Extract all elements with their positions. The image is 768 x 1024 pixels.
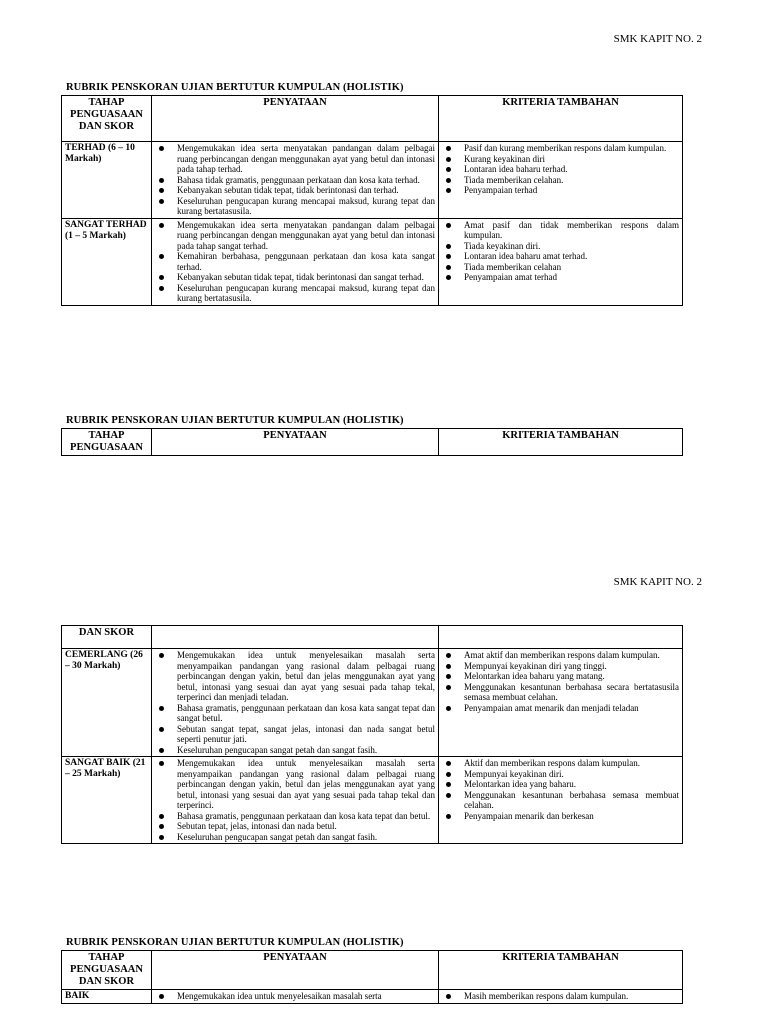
list-item: Kebanyakan sebutan tidak tepat, tidak berintonasi dan sangat terhad. xyxy=(155,272,435,283)
list-item: Kurang keyakinan diri xyxy=(442,154,679,165)
header-penyataan: PENYATAAN xyxy=(152,96,439,142)
kriteria-cell xyxy=(439,142,683,219)
page-header-school-2: SMK KAPIT NO. 2 xyxy=(613,576,702,588)
list-item: Melontarkan idea yang baharu. xyxy=(442,779,679,790)
kriteria-cell xyxy=(439,990,683,1004)
level-cell xyxy=(62,142,152,219)
kriteria-cell xyxy=(439,649,683,757)
list-item: Bahasa tidak gramatis, penggunaan perkataan dan kosa kata terhad. xyxy=(155,175,435,186)
penyataan-cell xyxy=(152,142,439,219)
kriteria-cell xyxy=(439,218,683,305)
list-item: Tiada memberikan celahan. xyxy=(442,175,679,186)
level-cell xyxy=(62,218,152,305)
level-baik: BAIK xyxy=(65,991,90,1001)
header-tahap: TAHAP PENGUASAAN xyxy=(62,429,152,456)
rubric-title-3: RUBRIK PENSKORAN UJIAN BERTUTUR KUMPULAN (HOLISTIK) xyxy=(66,937,404,948)
list-item: Sebutan tepat, jelas, intonasi dan nada betul. xyxy=(155,821,435,832)
penyataan-cell xyxy=(152,649,439,757)
penyataan-cell xyxy=(152,990,439,1004)
list-item: Penyampaian terhad xyxy=(442,185,679,196)
list-item: Masih memberikan respons dalam kumpulan. xyxy=(442,991,679,1002)
level-sangat-baik: SANGAT BAIK (21 – 25 Markah) xyxy=(65,758,146,779)
header-tahap: TAHAP PENGUASAAN DAN SKOR xyxy=(62,951,152,990)
header-penyataan: PENYATAAN xyxy=(152,429,439,456)
list-item: Penyampaian amat terhad xyxy=(442,272,679,283)
list-item: Keseluruhan pengucapan kurang mencapai maksud, kurang tepat dan kurang bertatasusila. xyxy=(155,283,435,304)
list-item: Mengemukakan idea serta menyatakan pandangan dalam pelbagai ruang perbincangan dengan menggunakan ayat yang betul dan intonasi pada tahap terhad. xyxy=(155,143,435,175)
list-item: Mengemukakan idea untuk menyelesaikan masalah serta menyampaikan pandangan yang rasional dalam pelbagai ruang perbincangan dengan yakin, betul dan jelas menggunakan ayat yang betul, intonasi yang sesuai dan ayat yang sesuai pada tahap tekal, terperinci dan menjadi teladan. xyxy=(155,650,435,703)
rubric-title: RUBRIK PENSKORAN UJIAN BERTUTUR KUMPULAN (HOLISTIK) xyxy=(66,82,404,93)
list-item: Tiada keyakinan diri. xyxy=(442,241,679,252)
list-item: Mempunyai keyakinan diri. xyxy=(442,769,679,780)
list-item: Pasif dan kurang memberikan respons dalam kumpulan. xyxy=(442,143,679,154)
header-penyataan: PENYATAAN xyxy=(152,951,439,990)
list-item: Kebanyakan sebutan tidak tepat, tidak berintonasi dan terhad. xyxy=(155,185,435,196)
list-item: Penyampaian menarik dan berkesan xyxy=(442,811,679,822)
list-item: Penyampaian amat menarik dan menjadi teladan xyxy=(442,703,679,714)
level-terhad: TERHAD (6 – 10 Markah) xyxy=(65,143,135,164)
rubric-table-3 xyxy=(61,625,683,844)
rubric-title-2: RUBRIK PENSKORAN UJIAN BERTUTUR KUMPULAN (HOLISTIK) xyxy=(66,415,404,426)
penyataan-cell xyxy=(152,218,439,305)
list-item: Tiada memberikan celahan xyxy=(442,262,679,273)
header-kriteria: KRITERIA TAMBAHAN xyxy=(439,951,683,990)
list-item: Amat aktif dan memberikan respons dalam kumpulan. xyxy=(442,650,679,661)
list-item: Keseluruhan pengucapan sangat petah dan sangat fasih. xyxy=(155,745,435,756)
header-tahap-continued: DAN SKOR xyxy=(62,626,152,649)
list-item: Kemahiran berbahasa, penggunaan perkataan dan kosa kata sangat terhad. xyxy=(155,251,435,272)
header-tahap: TAHAP PENGUASAAN DAN SKOR xyxy=(62,96,152,142)
list-item: Mengemukakan idea untuk menyelesaikan masalah serta menyampaikan pandangan yang rasional dalam pelbagai ruang perbincangan dengan yakin, betul dan jelas menggunakan ayat yang betul, intonasi yang sesuai dan ayat yang sesuai pada tahap tekal dan terperinci. xyxy=(155,758,435,811)
penyataan-cell xyxy=(152,757,439,844)
rubric-table-1 xyxy=(61,95,683,306)
list-item: Sebutan sangat tepat, sangat jelas, intonasi dan nada sangat betul seperti penutur jati. xyxy=(155,724,435,745)
list-item: Mempunyai keyakinan diri yang tinggi. xyxy=(442,661,679,672)
list-item: Aktif dan memberikan respons dalam kumpulan. xyxy=(442,758,679,769)
level-cell xyxy=(62,757,152,844)
header-penyataan-empty xyxy=(152,626,439,649)
list-item: Bahasa gramatis, penggunaan perkataan dan kosa kata tepat dan betul. xyxy=(155,811,435,822)
rubric-table-2 xyxy=(61,428,683,456)
page-header-school: SMK KAPIT NO. 2 xyxy=(613,33,702,45)
level-cemerlang: CEMERLANG (26 – 30 Markah) xyxy=(65,650,143,671)
list-item: Lontaran idea baharu amat terhad. xyxy=(442,251,679,262)
list-item: Menggunakan kesantunan berbahasa semasa membuat celahan. xyxy=(442,790,679,811)
list-item: Mengemukakan idea untuk menyelesaikan masalah serta xyxy=(155,991,435,1002)
level-cell xyxy=(62,649,152,757)
header-kriteria-empty xyxy=(439,626,683,649)
list-item: Mengemukakan idea serta menyatakan pandangan dalam pelbagai ruang perbincangan dengan menggunakan ayat yang betul dan intonasi pada tahap sangat terhad. xyxy=(155,220,435,252)
list-item: Menggunakan kesantunan berbahasa secara bertatasusila semasa membuat celahan. xyxy=(442,682,679,703)
list-item: Lontaran idea baharu terhad. xyxy=(442,164,679,175)
list-item: Bahasa gramatis, penggunaan perkataan dan kosa kata sangat tepat dan sangat betul. xyxy=(155,703,435,724)
list-item: Melontarkan idea baharu yang matang. xyxy=(442,671,679,682)
list-item: Amat pasif dan tidak memberikan respons dalam kumpulan. xyxy=(442,220,679,241)
header-kriteria: KRITERIA TAMBAHAN xyxy=(439,96,683,142)
kriteria-cell xyxy=(439,757,683,844)
rubric-table-4 xyxy=(61,950,683,1004)
list-item: Keseluruhan pengucapan sangat petah dan sangat fasih. xyxy=(155,832,435,843)
list-item: Keseluruhan pengucapan kurang mencapai maksud, kurang tepat dan kurang bertatasusila. xyxy=(155,196,435,217)
level-sangat-terhad: SANGAT TERHAD (1 – 5 Markah) xyxy=(65,219,147,241)
level-cell xyxy=(62,990,152,1004)
header-kriteria: KRITERIA TAMBAHAN xyxy=(439,429,683,456)
